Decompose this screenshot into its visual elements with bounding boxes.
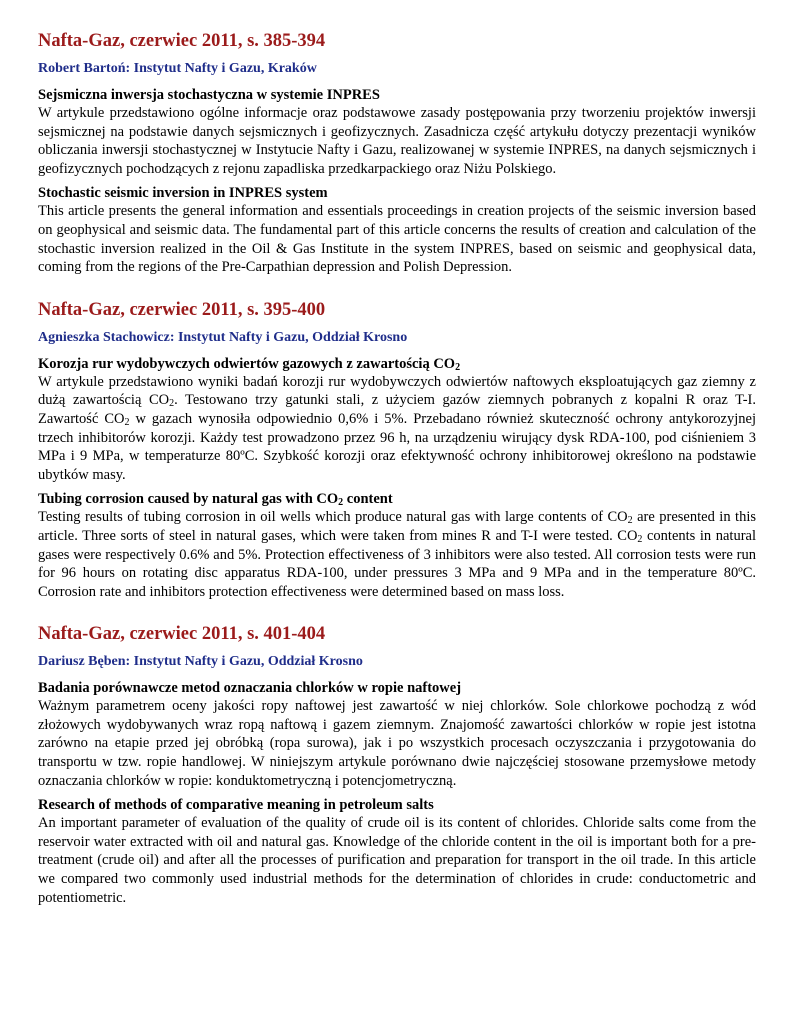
entry-title: Nafta-Gaz, czerwiec 2011, s. 401-404	[38, 624, 326, 645]
polish-abstract	[38, 679, 756, 790]
text-part: W artykule przedstawiono wyniki badań korozji rur wydobywczych odwiertów naftowych eksploatujących gaz ziemny z dużą zawartością CO	[38, 373, 756, 409]
entry-author: Agnieszka Stachowicz: Instytut Nafty i Gazu, Oddział Krosno	[38, 329, 408, 345]
text-part: w gazach wynosiła odpowiednio 0,6% i 5%. Przebadano również skuteczność ochrony antykorozyjnej trzech inhibitorów korozji. Każdy test prowadzono przez 96 h, na urządzeniu wirujący dysk RDA-100, pod ciśnieniem 3 MPa i 9 MPa, w temperaturze 80ºC. Szybkość korozji oraz efektywność ochrony inhibitorowej określono na podstawie ubytków masy.	[38, 410, 756, 483]
polish-abstract-title: Badania porównawcze metod oznaczania chlorków w ropie naftowej	[38, 680, 462, 697]
polish-abstract-title: Sejsmiczna inwersja stochastyczna w systemie INPRES	[38, 87, 380, 103]
english-abstract-title	[38, 490, 756, 508]
title-text: Korozja rur wydobywczych odwiertów gazowych z zawartością CO	[38, 355, 456, 372]
text-part: contents in natural gases were respectively 0.6% and 5%. Protection effectiveness of 3 inhibitors were also tested. All corrosion tests were run for 96 hours on rotating disc apparatus RDA-100, under pressures 3 MPa and 9 MPa and in the temperature 80ºC. Corrosion rate and inhibitors protection effectiveness were determined based on mass loss.	[38, 527, 756, 600]
subscript: 2	[627, 515, 633, 527]
polish-abstract	[38, 355, 756, 485]
english-abstract-text	[38, 508, 756, 601]
article-entry	[38, 30, 756, 277]
english-abstract-text: An important parameter of evaluation of the quality of crude oil is its content of chlorides. Chloride salts come from the reservoir water extracted with oil and natural gas. Knowledge of the chloride content in the oil is important both for a pre-treatment (crude oil) and after all the processes of purification and preparation for transport in the oil trade. In this article we compared two commonly used industrial methods for the determination of chlorides in crude: conductometric and potentiometric.	[38, 815, 756, 906]
article-entry	[38, 623, 756, 907]
polish-abstract-text: Ważnym parametrem oceny jakości ropy naftowej jest zawartość w niej chlorków. Sole chlorkowe pochodzą z wód złożowych wydobywanych wraz ropą naftową i gazem ziemnym. Znajomość zawartości chlorków w ropie jest istotna zarówno na etapie przed jej obróbką (ropa surowa), jak i po wszystkich procesach oczyszczania i przygotowania do transportu w tzw. ropie handlowej. W niniejszym artykule porównano dwie najczęściej stosowane przemysłowe metody oznaczania chlorków w ropie: konduktometryczną i potencjometryczną.	[38, 698, 756, 789]
polish-abstract	[38, 86, 756, 178]
subscript: 2	[169, 398, 175, 410]
english-abstract	[38, 184, 756, 276]
text-part: Testing results of tubing corrosion in oil wells which produce natural gas with large contents of CO	[38, 509, 628, 526]
entry-title: Nafta-Gaz, czerwiec 2011, s. 395-400	[38, 299, 326, 320]
subscript: 2	[338, 497, 344, 509]
entry-author: Robert Bartoń: Instytut Nafty i Gazu, Kraków	[38, 61, 317, 76]
title-text: Tubing corrosion caused by natural gas with CO	[38, 491, 339, 508]
title-text: content	[343, 491, 393, 508]
english-abstract	[38, 490, 756, 601]
text-part: are presented in this article. Three sorts of steel in natural gases, which were taken from mines R and T-I were tested. CO	[38, 509, 756, 544]
document-page	[38, 30, 756, 929]
subscript: 2	[637, 533, 643, 545]
english-abstract-text: This article presents the general information and essentials proceedings in creation projects of the seismic inversion based on geophysical and seismic data. The fundamental part of this article concerns the results of creation and calculation of the stochastic inversion realized in the Oil & Gas Institute in the system INPRES, based on seismic and geophysical data, coming from the regions of the Pre-Carpathian depression and Polish Depression.	[38, 203, 756, 276]
text-part: . Testowano trzy gatunki stali, z użyciem gazów ziemnych pobranych z kopalni R oraz T-I. Zawartość CO	[38, 392, 756, 427]
entry-author: Dariusz Bęben: Instytut Nafty i Gazu, Oddział Krosno	[38, 654, 363, 670]
english-abstract-title: Research of methods of comparative meaning in petroleum salts	[38, 797, 434, 814]
entry-title: Nafta-Gaz, czerwiec 2011, s. 385-394	[38, 31, 326, 51]
article-entry	[38, 299, 756, 602]
polish-abstract-text	[38, 373, 756, 485]
polish-abstract-title	[38, 355, 756, 373]
polish-abstract-text: W artykule przedstawiono ogólne informacje oraz podstawowe zasady postępowania przy tworzeniu projektów inwersji sejsmicznej na podstawie danych sejsmicznych i geofizycznych. Zasadnicza część artykułu dotyczy prezentacji wyników obliczania inwersji stochastycznej w Instytucie Nafty i Gazu, realizowanej w systemie INPRES, na danych sejsmicznych i geofizycznych pochodzących z rejonu zapadliska przedkarpackiego oraz Niżu Polskiego.	[38, 105, 756, 177]
english-abstract-title: Stochastic seismic inversion in INPRES system	[38, 185, 328, 202]
subscript: 2	[455, 361, 461, 373]
english-abstract	[38, 796, 756, 907]
subscript: 2	[124, 416, 130, 428]
